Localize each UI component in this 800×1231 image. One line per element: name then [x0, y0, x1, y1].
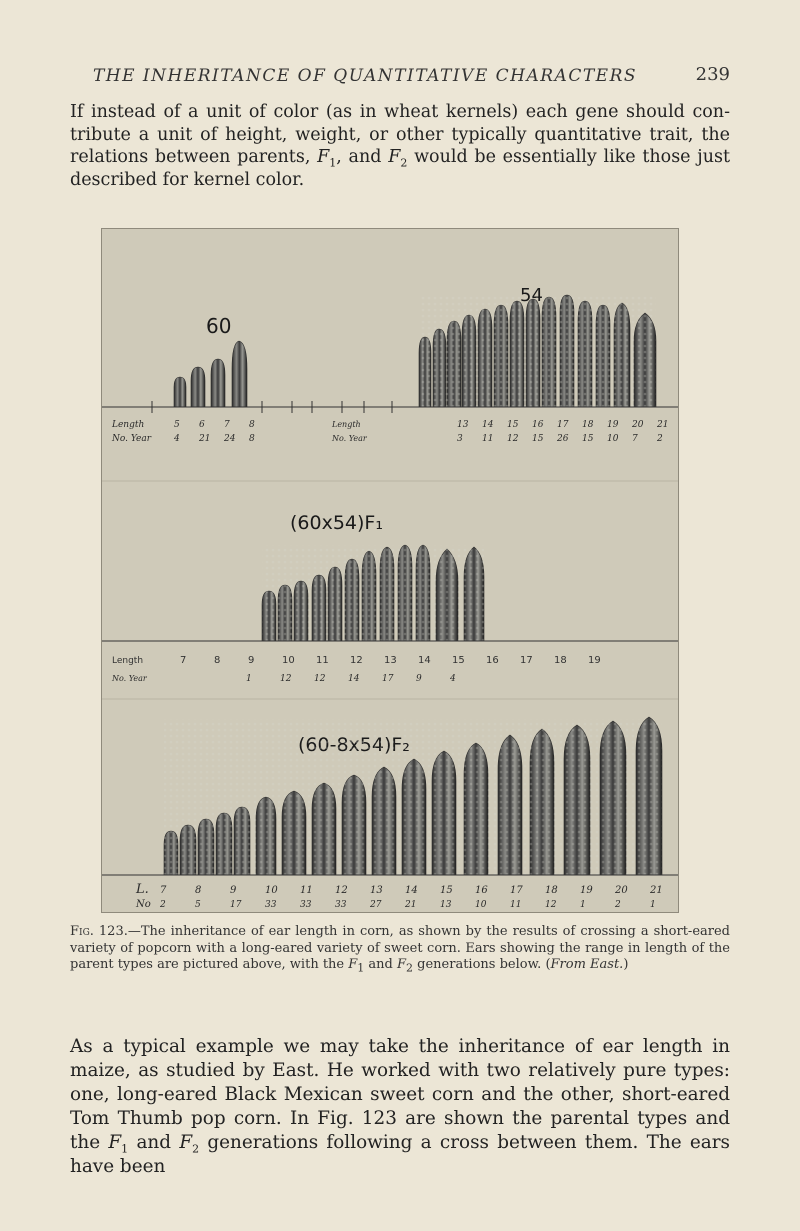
tick-label: 14: [418, 655, 431, 666]
count-label: 1: [650, 900, 656, 910]
tick-label: 18: [582, 420, 594, 430]
tick-label: 12: [350, 655, 363, 666]
tick-label: 18: [545, 885, 558, 896]
running-title: THE INHERITANCE OF QUANTITATIVE CHARACTERS: [92, 66, 638, 86]
tick-label: 15: [452, 655, 465, 666]
count-label: 8: [249, 434, 255, 444]
tick-label: 14: [405, 885, 418, 896]
count-label: 5: [195, 900, 201, 910]
count-label: 27: [370, 900, 382, 910]
f1-lengths: [180, 655, 601, 666]
tick-label: 8: [214, 655, 221, 666]
tick-label: 15: [440, 885, 453, 896]
count-label: 11: [482, 434, 494, 444]
count-label: 33: [265, 900, 277, 910]
f1-label: (60x54)F₁: [290, 512, 383, 534]
tick-label: 8: [195, 885, 202, 896]
count-label: 14: [348, 674, 360, 684]
count-label: 12: [507, 434, 519, 444]
tick-label: 20: [632, 420, 644, 430]
count-label: 15: [582, 434, 594, 444]
tick-label: 21: [650, 885, 663, 896]
f1-length-label: Length: [112, 656, 144, 666]
parent1-counts: [173, 434, 255, 444]
f2-counts: [159, 900, 656, 910]
count-label: 2: [615, 900, 621, 910]
paragraph-intro: If instead of a unit of color (as in wheat kernels) each gene should con-tribute a unit of height, weight, or other typically quantitative trait, the relations between parents, $F_1$, and $F_2$ would be essentially like those just described for kernel color.: [70, 102, 730, 190]
count-label: 15: [532, 434, 544, 444]
parent1-length-label: Length: [112, 420, 145, 430]
count-label: 1: [246, 674, 252, 684]
tick-label: 11: [300, 885, 313, 896]
kernel-texture: [419, 295, 656, 407]
corn-ear: [211, 359, 225, 407]
tick-label: 21: [657, 420, 669, 430]
tick-label: 9: [230, 885, 237, 896]
tick-label: 6: [199, 420, 205, 430]
count-label: 33: [300, 900, 312, 910]
count-label: 21: [405, 900, 417, 910]
tick-label: 17: [510, 885, 523, 896]
parent2-lengths: [457, 420, 668, 430]
count-label: 26: [557, 434, 569, 444]
tick-label: 16: [532, 420, 544, 430]
paragraph-example: As a typical example we may take the inheritance of ear length in maize, as studied by East. He worked with two relatively pure types: one, long-eared Black Mexican sweet corn and the other, short-eared Tom Thumb pop corn. In Fig. 123 are shown the parental types and the $F_1$ and $F_2$ generations following a cross between them. The ears have been: [70, 1036, 730, 1177]
count-label: 4: [450, 674, 456, 684]
count-label: 24: [224, 434, 236, 444]
count-label: 12: [314, 674, 326, 684]
count-label: 4: [174, 434, 180, 444]
tick-label: 11: [316, 655, 329, 666]
count-label: 12: [280, 674, 292, 684]
parent1-ears: [174, 341, 247, 407]
tick-label: 10: [265, 885, 278, 896]
count-label: 11: [510, 900, 522, 910]
tick-label: 16: [486, 655, 499, 666]
count-label: 3: [457, 434, 463, 444]
tick-label: 17: [520, 655, 533, 666]
f2-label: (60-8x54)F₂: [298, 734, 410, 756]
parent2-counts: [457, 434, 663, 444]
f2-lengths: [160, 885, 663, 896]
running-head: [70, 64, 730, 90]
tick-label: 13: [370, 885, 383, 896]
tick-label: 15: [507, 420, 519, 430]
count-label: 7: [632, 434, 638, 444]
figure-corn-ears: [101, 228, 679, 913]
page-number: 239: [695, 64, 730, 85]
f2-length-label: L.: [136, 882, 149, 897]
count-label: 10: [607, 434, 619, 444]
f1-counts: [246, 674, 456, 684]
figure-caption: Fig. 123.—The inheritance of ear length in corn, as shown by the results of crossing a short-eared variety of popcorn with a long-eared variety of sweet corn. Ears showing the range in length of the parent types are pictured above, with the $F_1$ and $F_2$ generations below. (From East.): [70, 924, 731, 975]
count-label: 21: [199, 434, 211, 444]
count-label: 9: [416, 674, 422, 684]
tick-label: 10: [282, 655, 295, 666]
parent1-label: 60: [206, 314, 232, 338]
tick-label: 7: [224, 420, 230, 430]
parent1-count-label: No. Year: [112, 434, 152, 444]
count-label: 2: [657, 434, 663, 444]
corn-ear: [174, 377, 186, 407]
kernel-texture: [262, 545, 484, 641]
tick-label: 19: [580, 885, 593, 896]
corn-ear: [232, 341, 247, 407]
tick-label: 16: [475, 885, 488, 896]
count-label: 1: [580, 900, 586, 910]
tick-label: 14: [482, 420, 494, 430]
tick-label: 18: [554, 655, 567, 666]
count-label: 17: [382, 674, 394, 684]
corn-ear: [191, 367, 205, 407]
count-label: 17: [230, 900, 242, 910]
parent1-lengths: [174, 420, 255, 430]
tick-label: 12: [335, 885, 348, 896]
f2-count-label: No: [136, 899, 151, 910]
tick-label: 17: [557, 420, 569, 430]
tick-label: 13: [384, 655, 397, 666]
tick-label: 13: [457, 420, 469, 430]
tick-label: 7: [180, 655, 187, 666]
parent2-count-label: No. Year: [332, 434, 367, 443]
tick-label: 7: [160, 885, 167, 896]
tick-label: 19: [588, 655, 601, 666]
count-label: 13: [440, 900, 452, 910]
f1-count-label: No. Year: [112, 674, 147, 683]
tick-label: 5: [174, 420, 180, 430]
count-label: 2: [160, 900, 166, 910]
kernel-texture: [164, 719, 662, 875]
tick-label: 20: [615, 885, 628, 896]
count-label: 33: [335, 900, 347, 910]
figure-photo: [102, 229, 678, 912]
parent2-length-label: Length: [332, 420, 361, 429]
tick-label: 9: [248, 655, 255, 666]
count-label: 12: [545, 900, 557, 910]
tick-label: 19: [607, 420, 619, 430]
count-label: 10: [475, 900, 487, 910]
tick-label: 8: [249, 420, 255, 430]
